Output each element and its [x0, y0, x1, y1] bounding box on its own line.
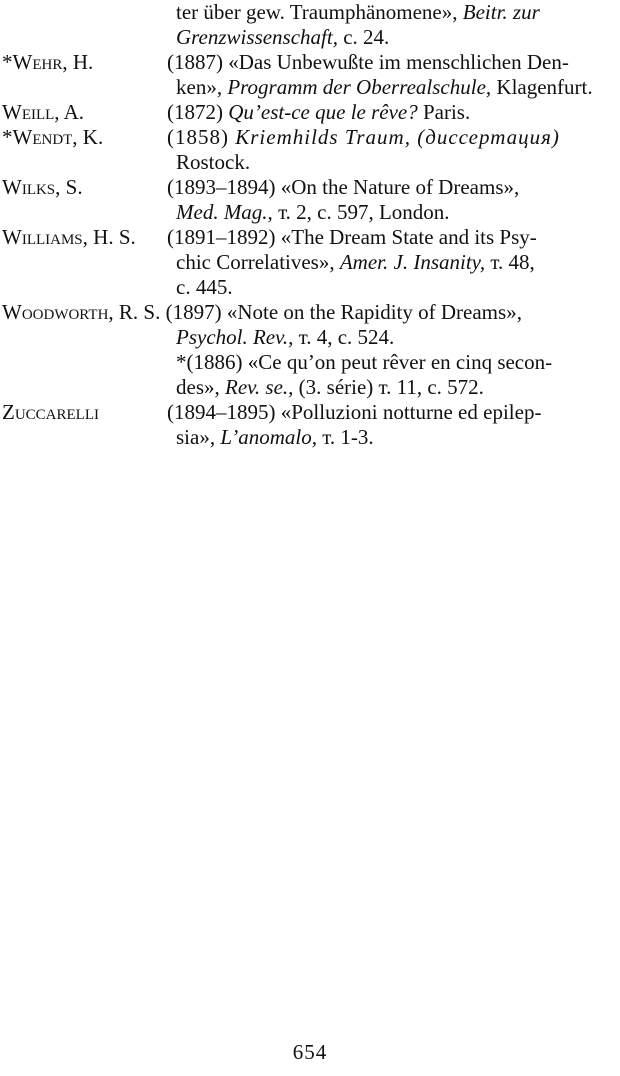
entry-continuation-line — [176, 375, 484, 400]
author-name: Zuccarelli — [2, 400, 99, 424]
journal-title: Beitr. zur — [462, 0, 540, 24]
entry-continuation-line — [176, 0, 540, 25]
journal-title: Rev. se., — [225, 375, 294, 399]
entry-text: c. 445. — [176, 275, 233, 299]
author-name: Wilks, S. — [2, 175, 83, 199]
entry-line — [167, 125, 560, 150]
entry-line — [167, 100, 470, 125]
entry-text: т. 2, c. 597, London. — [272, 200, 450, 224]
entry-text: т. 1-3. — [316, 425, 374, 449]
entry-text: Paris. — [417, 100, 471, 124]
journal-title: Grenzwissenschaft, — [176, 25, 338, 49]
author-name: Williams, H. S. — [2, 225, 136, 249]
entry-text: Rostock. — [176, 150, 251, 174]
entry-continuation-line — [176, 75, 593, 100]
entry-text: т. 4, c. 524. — [293, 325, 395, 349]
entry-text: т. 48, — [485, 250, 535, 274]
journal-title: Amer. J. Insanity, — [339, 250, 486, 274]
entry-text: c. 24. — [337, 25, 390, 49]
entry-continuation-line — [176, 25, 389, 50]
entry-continuation-line — [176, 325, 394, 350]
entry-continuation-line — [176, 425, 374, 450]
entry-text: (1893–1894) «On the Nature of Dreams», — [167, 175, 520, 199]
entry-text: ken», — [176, 75, 228, 99]
book-title: Kriemhilds Traum, (диссертация) — [235, 125, 560, 149]
journal-title: L’anomalo, — [220, 425, 317, 449]
entry-text: sia», — [176, 425, 221, 449]
author-name: Woodworth, R. S. — [2, 300, 161, 324]
entry-text: (1894–1895) «Polluzioni notturne ed epilep- — [167, 400, 542, 424]
journal-title: Psychol. Rev., — [176, 325, 294, 349]
author-name: *Wehr, H. — [2, 50, 94, 74]
page-number: 654 — [292, 1040, 328, 1064]
entry-text: (1858) — [167, 125, 236, 149]
entry-text: des», — [176, 375, 225, 399]
entry-text: chic Correlatives», — [176, 250, 340, 274]
entry-text: ter über gew. Traumphänomene», — [176, 0, 463, 24]
author-name: *Wendt, K. — [2, 125, 104, 149]
entry-continuation-line — [176, 200, 450, 225]
entry-text: (1891–1892) «The Dream State and its Psy- — [167, 225, 537, 249]
journal-title: Med. Mag., — [176, 200, 273, 224]
entry-text: (3. série) т. 11, c. 572. — [293, 375, 484, 399]
journal-title: Programm der Oberrealschule, — [227, 75, 492, 99]
entry-line — [2, 300, 522, 325]
entry-text: (1897) «Note on the Rapidity of Dreams», — [160, 300, 522, 324]
author-name: Weill, A. — [2, 100, 85, 124]
entry-continuation-line — [176, 250, 535, 275]
entry-text: (1887) «Das Unbewußte im menschlichen Den- — [167, 50, 569, 74]
book-title: Qu’est-ce que le rêve? — [228, 100, 418, 124]
entry-text: *(1886) «Ce qu’on peut rêver en cinq secon- — [176, 350, 553, 374]
entry-text: (1872) — [167, 100, 229, 124]
entry-text: Klagenfurt. — [491, 75, 593, 99]
